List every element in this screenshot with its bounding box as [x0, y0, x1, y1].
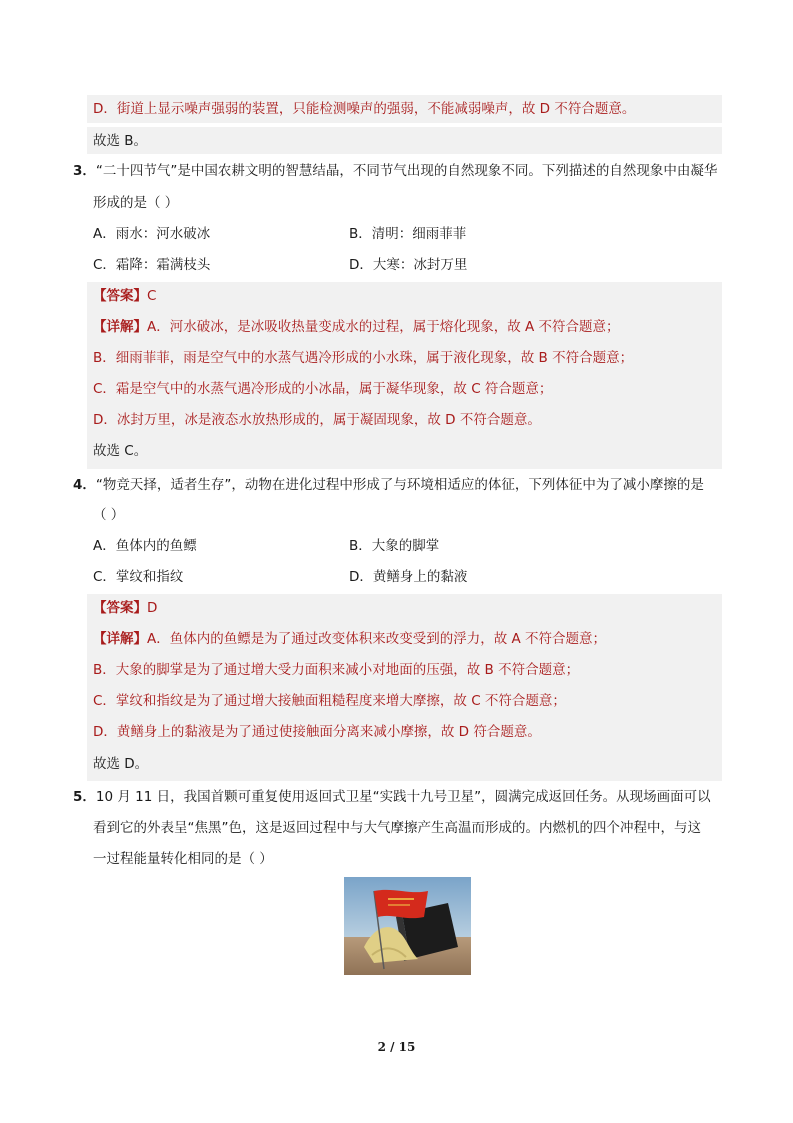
q3-option-a: A．雨水：河水破冰	[93, 226, 211, 242]
q4-conclusion: 故选 D。	[93, 756, 149, 772]
q4-explain-d: D．黄鳝身上的黏液是为了通过使接触面分离来减小摩擦，故 D 符合题意。	[93, 724, 541, 740]
q4-stem-line1	[73, 475, 704, 495]
prev-explain-d: D．街道上显示噪声强弱的装置，只能检测噪声的强弱，不能减弱噪声，故 D 不符合题意。	[93, 101, 636, 117]
explain-tag: 【详解】	[93, 631, 147, 647]
q4-explain-c: C．掌纹和指纹是为了通过增大接触面粗糙程度来增大摩擦，故 C 不符合题意；	[93, 693, 566, 709]
explain-text: A．河水破冰，是冰吸收热量变成水的过程，属于熔化现象，故 A 不符合题意；	[147, 319, 620, 335]
q3-option-c: C．霜降：霜满枝头	[93, 257, 211, 273]
q5-stem-line2: 看到它的外表呈“焦黑”色，这是返回过程中与大气摩擦产生高温而形成的。内燃机的四个冲程中，与这	[93, 820, 701, 836]
q4-option-b: B．大象的脚掌	[349, 538, 440, 554]
page-number: 2 / 15	[377, 1040, 416, 1054]
answer-value: C	[147, 288, 157, 304]
answer-value: D	[147, 600, 158, 616]
q3-explain-d: D．冰封万里，冰是液态水放热形成的，属于凝固现象，故 D 不符合题意。	[93, 412, 541, 428]
q4-stem-line2: （ ）	[93, 507, 125, 523]
satellite-photo-illustration	[344, 877, 471, 975]
q4-option-d: D．黄鳝身上的黏液	[349, 569, 468, 585]
q4-option-a: A．鱼体内的鱼鳔	[93, 538, 197, 554]
q5-stem-line3: 一过程能量转化相同的是（ ）	[93, 851, 273, 867]
prev-conclusion: 故选 B。	[93, 133, 148, 149]
satellite-photo	[344, 877, 471, 975]
q3-conclusion: 故选 C。	[93, 443, 148, 459]
q4-explain-b: B．大象的脚掌是为了通过增大受力面积来减小对地面的压强，故 B 不符合题意；	[93, 662, 580, 678]
q3-answer	[93, 286, 156, 306]
q3-explain-b: B．细雨菲菲，雨是空气中的水蒸气遇冷形成的小水珠，属于液化现象，故 B 不符合题意；	[93, 350, 634, 366]
answer-tag: 【答案】	[93, 600, 147, 616]
q4-answer	[93, 598, 157, 618]
q3-number: 3．	[73, 163, 96, 179]
q4-option-c: C．掌纹和指纹	[93, 569, 184, 585]
q5-number: 5．	[73, 789, 96, 805]
q3-option-b: B．清明：细雨菲菲	[349, 226, 467, 242]
shade-block	[87, 282, 722, 469]
q3-explain-a	[93, 317, 620, 337]
q4-stem-text: “物竞天择，适者生存”，动物在进化过程中形成了与环境相适应的体征，下列体征中为了减小摩擦的是	[95, 477, 704, 493]
q3-option-d: D．大寒：冰封万里	[349, 257, 468, 273]
answer-tag: 【答案】	[93, 288, 147, 304]
q5-stem-line1	[73, 787, 711, 807]
explain-tag: 【详解】	[93, 319, 147, 335]
q3-explain-c: C．霜是空气中的水蒸气遇冷形成的小冰晶，属于凝华现象，故 C 符合题意；	[93, 381, 553, 397]
shade-block	[87, 127, 722, 154]
q3-stem-text: “二十四节气”是中国农耕文明的智慧结晶，不同节气出现的自然现象不同。下列描述的自然现象中由凝华	[95, 163, 718, 179]
q3-stem-line1	[73, 161, 717, 181]
explain-text: A．鱼体内的鱼鳔是为了通过改变体积来改变受到的浮力，故 A 不符合题意；	[147, 631, 607, 647]
q3-stem-line2: 形成的是（ ）	[93, 195, 179, 211]
shade-block	[87, 594, 722, 781]
q4-number: 4．	[73, 477, 96, 493]
q4-explain-a	[93, 629, 606, 649]
q5-stem-text: 10 月 11 日，我国首颗可重复使用返回式卫星“实践十九号卫星”，圆满完成返回任务。从现场画面可以	[95, 789, 711, 805]
